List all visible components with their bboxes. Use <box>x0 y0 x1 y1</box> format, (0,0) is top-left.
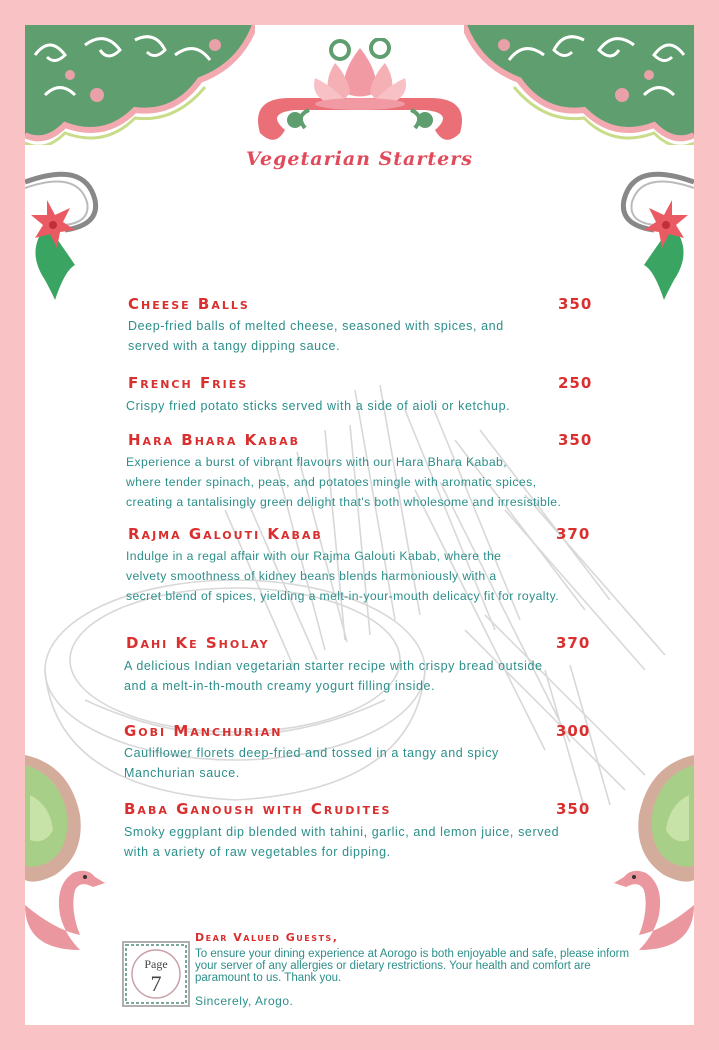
item-name: Rajma Galouti Kabab <box>128 525 323 543</box>
left-flower-ornament <box>25 170 105 300</box>
item-description-line: Smoky eggplant dip blended with tahini, garlic, and lemon juice, served <box>124 825 560 839</box>
item-description-line: creating a tantalisingly green delight that's both wholesome and irresistible. <box>126 495 562 509</box>
top-left-ornament <box>25 25 255 145</box>
item-description-line: A delicious Indian vegetarian starter recipe with crispy bread outside <box>124 659 543 673</box>
item-description-line: Cauliflower florets deep-fried and tossed in a tangy and spicy <box>124 746 499 760</box>
item-name: French Fries <box>128 374 249 392</box>
item-description-line: Crispy fried potato sticks served with a side of aioli or ketchup. <box>126 399 511 413</box>
item-description-line: secret blend of spices, yielding a melt-in-your-mouth delicacy fit for royalty. <box>126 589 560 603</box>
top-right-ornament <box>464 25 694 145</box>
item-description <box>124 656 543 696</box>
item-description <box>126 396 510 416</box>
left-swan-ornament <box>25 755 115 955</box>
item-description-line: where tender spinach, peas, and potatoes mingle with aromatic spices, <box>126 475 537 489</box>
item-description-line: with a variety of raw vegetables for dipping. <box>124 845 391 859</box>
page-number-badge <box>122 941 190 1007</box>
page-number: 7 <box>150 971 162 996</box>
item-name: Gobi Manchurian <box>124 722 283 740</box>
page-label: Page <box>144 957 168 971</box>
item-description <box>124 743 499 783</box>
item-name: Hara Bhara Kabab <box>128 431 301 449</box>
item-price: 370 <box>556 525 591 543</box>
footer-title: Dear Valued Guests, <box>195 931 339 944</box>
item-price: 300 <box>556 722 591 740</box>
right-swan-ornament <box>604 755 694 955</box>
item-description-line: Manchurian sauce. <box>124 766 240 780</box>
item-description-line: Experience a burst of vibrant flavours with our Hara Bhara Kabab, <box>126 455 507 469</box>
item-name: Cheese Balls <box>128 295 250 313</box>
footer-signature: Sincerely, Arogo. <box>195 994 294 1008</box>
item-description-line: Indulge in a regal affair with our Rajma Galouti Kabab, where the <box>126 549 502 563</box>
item-name: Baba Ganoush with Crudites <box>124 800 392 818</box>
item-price: 350 <box>556 800 591 818</box>
item-description-line: served with a tangy dipping sauce. <box>128 339 341 353</box>
lotus-ornament <box>240 38 480 148</box>
item-price: 250 <box>558 374 593 392</box>
item-description <box>126 546 559 606</box>
item-price: 370 <box>556 634 591 652</box>
item-description <box>128 316 504 356</box>
item-name: Dahi Ke Sholay <box>126 634 270 652</box>
item-description-line: and a melt-in-th-mouth creamy yogurt filling inside. <box>124 679 436 693</box>
item-description <box>124 822 559 862</box>
item-price: 350 <box>558 295 593 313</box>
footer-note: To ensure your dining experience at Aorogo is both enjoyable and safe, please inform your server of any allergies or dietary restrictions. Your health and comfort are paramount to us. Thank you. <box>195 948 630 984</box>
item-description-line: velvety smoothness of kidney beans blends harmoniously with a <box>126 569 497 583</box>
item-description-line: Deep-fried balls of melted cheese, seasoned with spices, and <box>128 319 504 333</box>
right-flower-ornament <box>614 170 694 300</box>
item-description <box>126 452 561 512</box>
item-price: 350 <box>558 431 593 449</box>
menu-title: Vegetarian Starters <box>246 148 473 170</box>
